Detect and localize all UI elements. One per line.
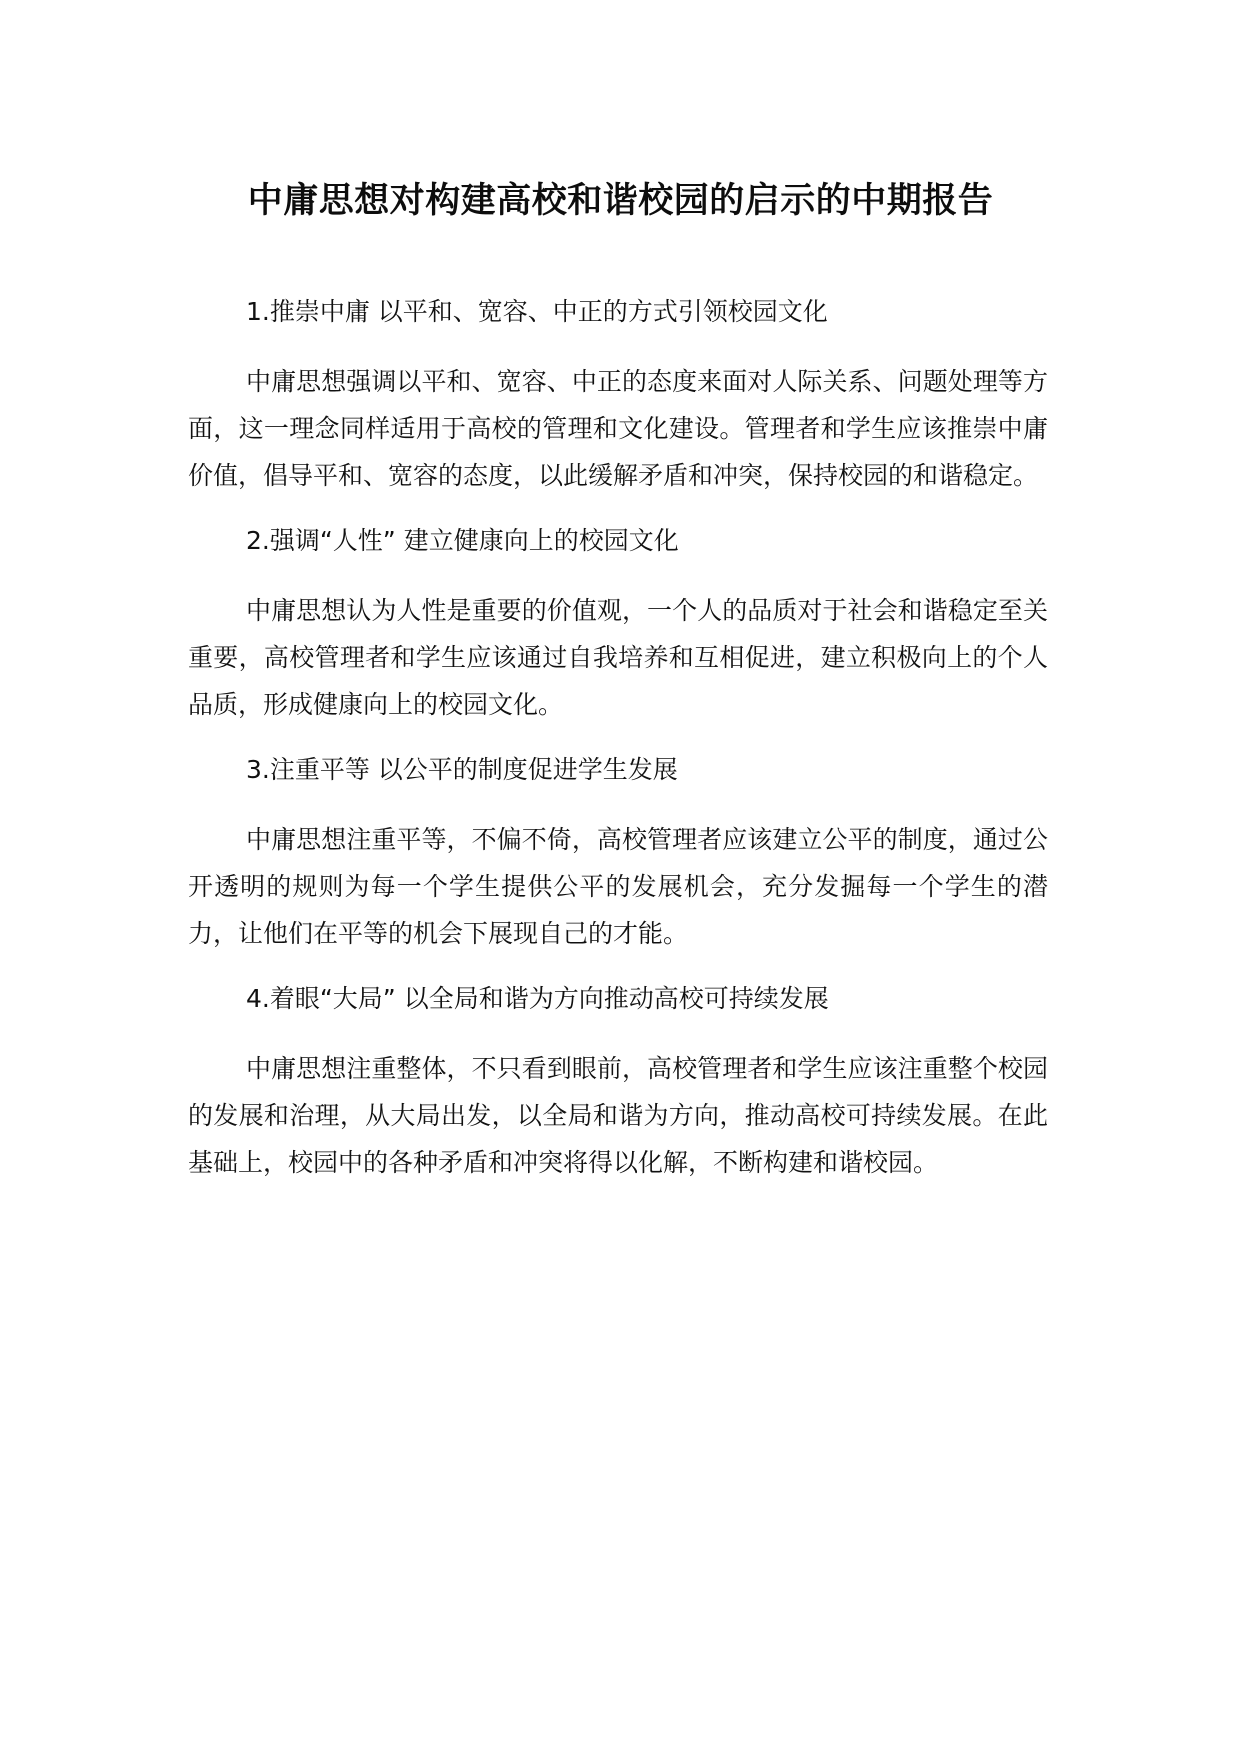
- section-paragraph-3: 中庸思想注重平等，不偏不倚，高校管理者应该建立公平的制度，通过公开透明的规则为每一个学生提供公平的发展机会，充分发掘每一个学生的潜力，让他们在平等的机会下展现自己的才能。: [188, 825, 1048, 948]
- section-paragraph-4: 中庸思想注重整体，不只看到眼前，高校管理者和学生应该注重整个校园的发展和治理，从大局出发，以全局和谐为方向，推动高校可持续发展。在此基础上，校园中的各种矛盾和冲突将得以化解，不断构建和谐校园。: [188, 1054, 1048, 1177]
- section-heading-1: 1.推崇中庸 以平和、宽容、中正的方式引领校园文化: [246, 297, 828, 326]
- section-heading-2: 2.强调“人性” 建立健康向上的校园文化: [246, 526, 679, 555]
- section-heading-4: 4.着眼“大局” 以全局和谐为方向推动高校可持续发展: [246, 984, 829, 1013]
- section-paragraph-1: 中庸思想强调以平和、宽容、中正的态度来面对人际关系、问题处理等方面，这一理念同样适用于高校的管理和文化建设。管理者和学生应该推崇中庸价值，倡导平和、宽容的态度，以此缓解矛盾和冲突，保持校园的和谐稳定。: [188, 367, 1048, 490]
- document-body: [188, 292, 1048, 1208]
- section-heading-3: 3.注重平等 以公平的制度促进学生发展: [246, 755, 678, 784]
- document-title: 中庸思想对构建高校和谐校园的启示的中期报告: [247, 181, 994, 221]
- section-paragraph-2: 中庸思想认为人性是重要的价值观，一个人的品质对于社会和谐稳定至关重要，高校管理者和学生应该通过自我培养和互相促进，建立积极向上的个人品质，形成健康向上的校园文化。: [188, 596, 1048, 719]
